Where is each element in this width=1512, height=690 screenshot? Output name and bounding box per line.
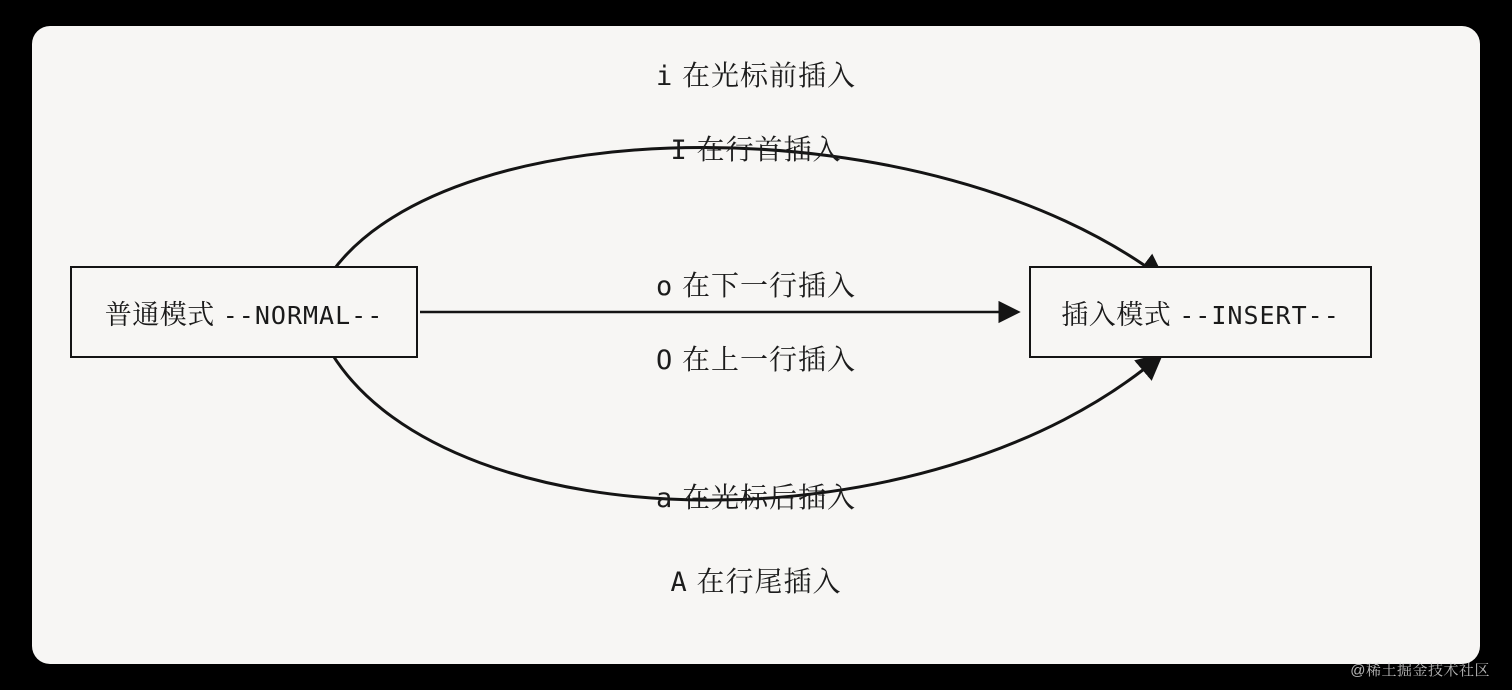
watermark: @稀土掘金技术社区 [1350, 662, 1490, 679]
edge-key-o: o [655, 271, 674, 302]
node-normal-mode-label-cn: 普通模式 [104, 299, 215, 330]
edge-label-O [32, 338, 1480, 378]
edge-text-A: 在行尾插入 [696, 566, 842, 597]
diagram-paper [32, 26, 1480, 664]
edge-key-O: O [655, 345, 674, 376]
edge-text-I: 在行首插入 [696, 134, 842, 165]
edge-key-I: I [670, 135, 688, 166]
edge-label-a [32, 476, 1480, 516]
edge-key-A: A [670, 567, 688, 598]
edge-label-A [32, 560, 1480, 600]
node-insert-mode-label-code: --INSERT-- [1179, 300, 1340, 330]
edge-key-a: a [655, 483, 674, 514]
edge-label-i [32, 54, 1480, 94]
node-insert-mode-label-cn: 插入模式 [1061, 299, 1172, 330]
edge-text-a: 在光标后插入 [682, 482, 857, 513]
edge-label-o [32, 264, 1480, 304]
edge-text-O: 在上一行插入 [682, 344, 857, 375]
edge-text-o: 在下一行插入 [682, 270, 857, 301]
edge-label-I [32, 128, 1480, 168]
edge-text-i: 在光标前插入 [682, 60, 857, 91]
edge-key-i: i [655, 61, 674, 92]
node-normal-mode-label-code: --NORMAL-- [222, 300, 384, 330]
